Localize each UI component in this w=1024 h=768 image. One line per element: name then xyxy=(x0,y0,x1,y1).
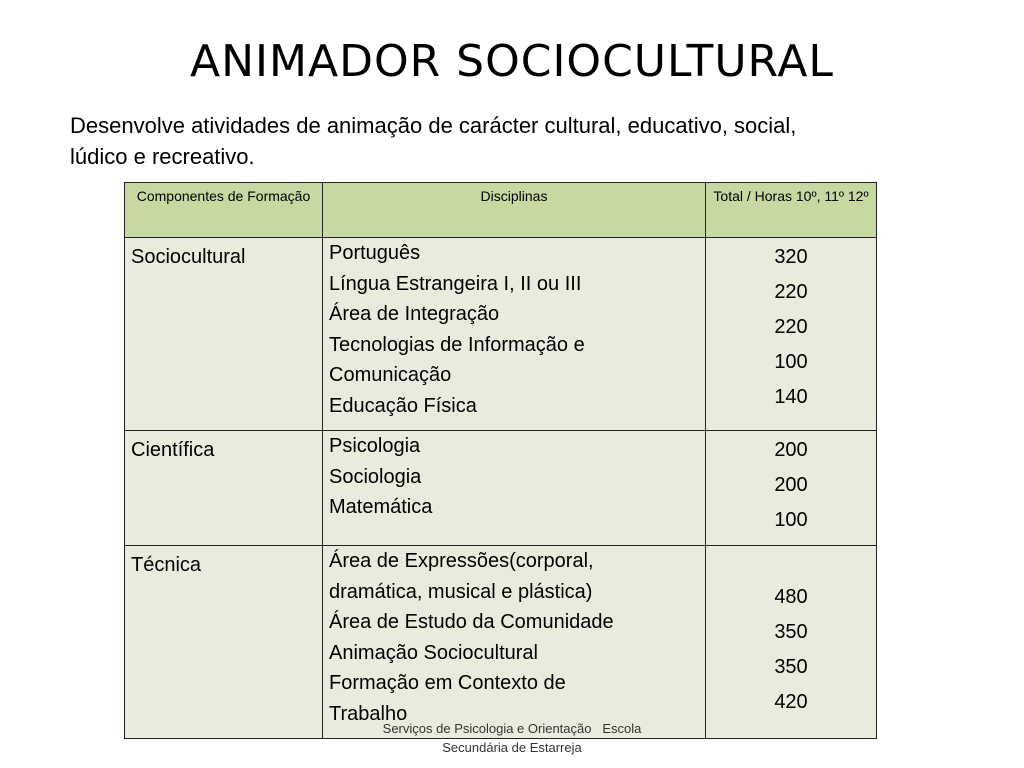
component-cell: Científica xyxy=(125,431,323,546)
discipline-item: Matemática xyxy=(329,496,433,518)
hours-value: 200 xyxy=(774,474,808,496)
hours-value: 200 xyxy=(774,439,808,461)
discipline-item: Área de Integração xyxy=(329,303,500,325)
component-cell: Sociocultural xyxy=(125,238,323,431)
discipline-item: Área de Expressões(corporal, xyxy=(329,550,594,572)
discipline-item: Tecnologias de Informação e xyxy=(329,333,585,356)
discipline-item: Português xyxy=(329,242,421,264)
slide-title: ANIMADOR SOCIOCULTURAL xyxy=(190,36,834,87)
discipline-item: Língua Estrangeira I, II ou III xyxy=(329,272,582,295)
table-row xyxy=(125,238,877,431)
discipline-item: Animação Sociocultural xyxy=(329,641,538,664)
disciplines-cell xyxy=(323,431,706,546)
hours-value: 140 xyxy=(774,386,808,408)
table-header-row xyxy=(125,183,877,238)
hours-value: 220 xyxy=(774,316,808,338)
table-row xyxy=(125,431,877,546)
slide-description xyxy=(70,110,950,172)
slide-footer xyxy=(312,719,712,757)
table-row xyxy=(125,546,877,739)
discipline-item: Área de Estudo da Comunidade xyxy=(329,611,614,633)
hours-value: 480 xyxy=(774,586,808,608)
component-cell: Técnica xyxy=(125,546,323,739)
hours-value: 100 xyxy=(774,509,808,531)
hours-cell xyxy=(706,431,877,546)
hours-value: 420 xyxy=(774,691,808,713)
header-components: Componentes de Formação xyxy=(125,183,323,238)
disciplines-table xyxy=(124,182,877,739)
header-disciplines: Disciplinas xyxy=(323,183,706,238)
hours-cell xyxy=(706,546,877,739)
footer-line: Secundária de Estarreja xyxy=(442,740,582,755)
description-line: lúdico e recreativo. xyxy=(70,144,255,169)
description-line: Desenvolve atividades de animação de carácter cultural, educativo, social, xyxy=(70,113,797,138)
discipline-item: Sociologia xyxy=(329,465,422,488)
discipline-item: dramática, musical e plástica) xyxy=(329,580,593,603)
discipline-item: Comunicação xyxy=(329,364,452,386)
disciplines-cell xyxy=(323,546,706,739)
discipline-item: Educação Física xyxy=(329,394,477,417)
hours-cell xyxy=(706,238,877,431)
hours-value: 320 xyxy=(774,246,808,268)
footer-line: Serviços de Psicologia e Orientação Escola xyxy=(382,721,642,736)
discipline-item: Psicologia xyxy=(329,435,421,457)
hours-value: 350 xyxy=(774,656,808,678)
discipline-item: Trabalho xyxy=(329,702,408,725)
hours-value: 100 xyxy=(774,351,808,373)
hours-value: 350 xyxy=(774,621,808,643)
header-hours: Total / Horas 10º, 11º 12º xyxy=(706,183,877,238)
discipline-item: Formação em Contexto de xyxy=(329,672,566,694)
hours-value: 220 xyxy=(774,281,808,303)
disciplines-cell xyxy=(323,238,706,431)
